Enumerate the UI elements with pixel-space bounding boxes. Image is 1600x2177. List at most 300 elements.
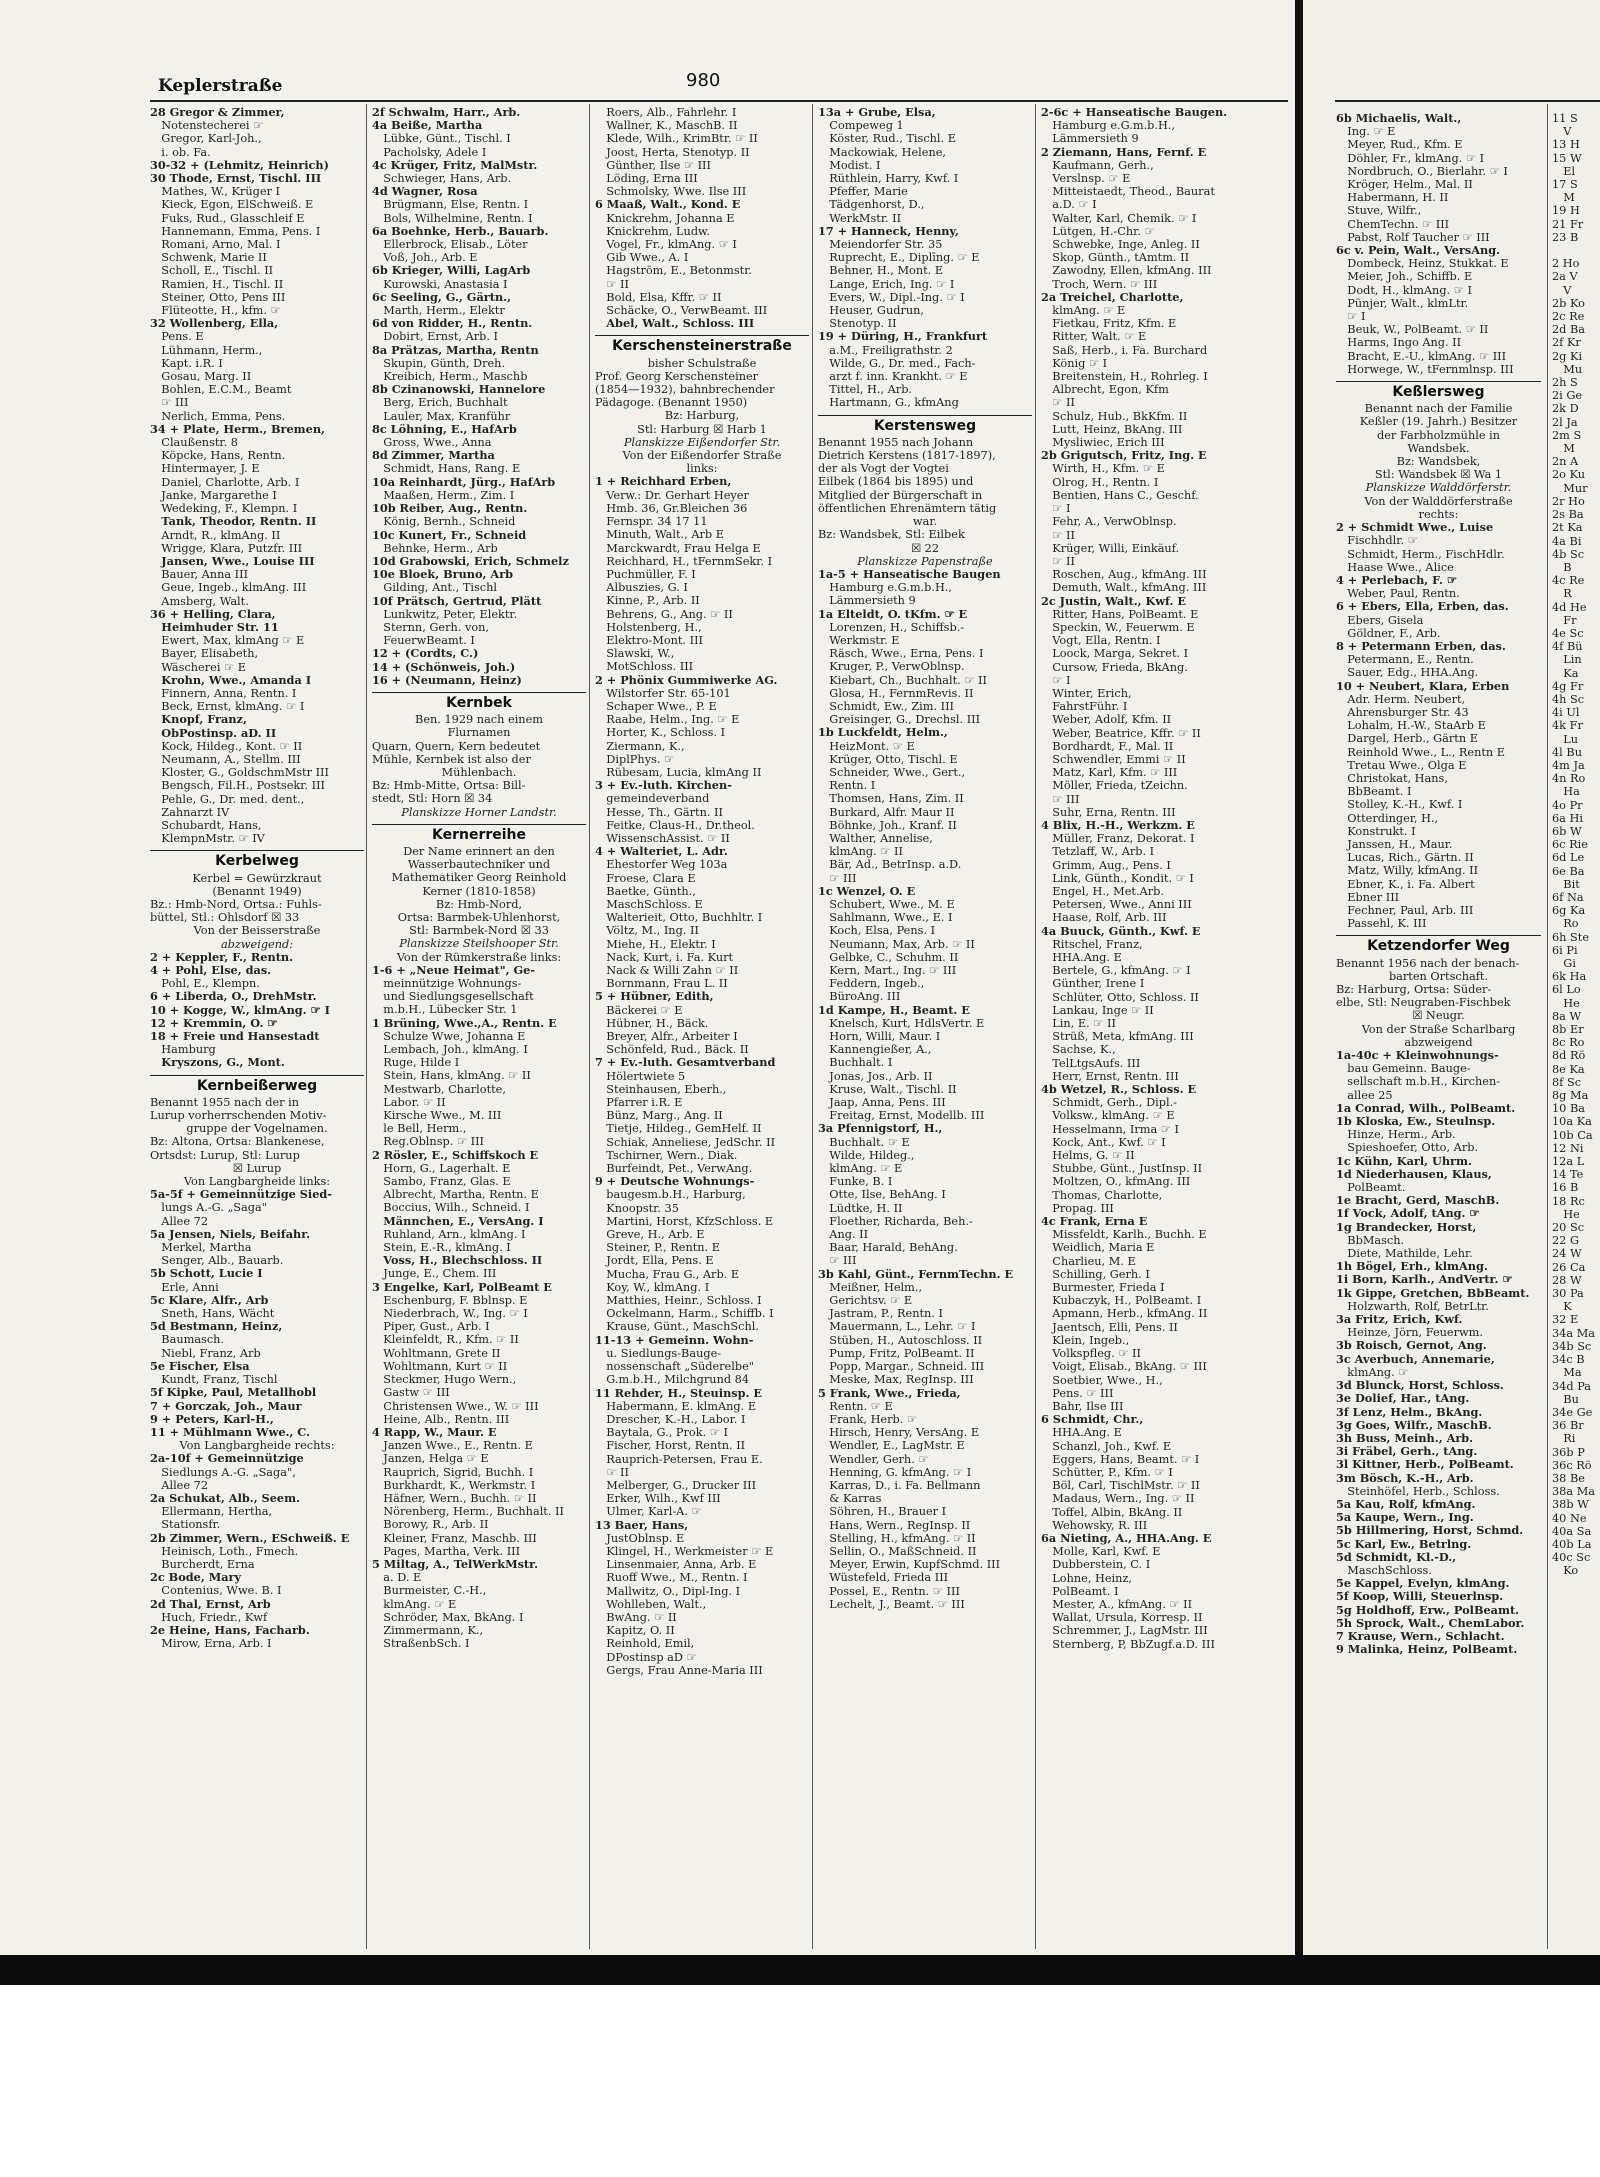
directory-entry: Kirsche Wwe., M. III bbox=[372, 1109, 502, 1123]
directory-entry: Walter, Karl, Chemik. ☞ I bbox=[1041, 211, 1197, 225]
directory-entry: Huch, Friedr., Kwf bbox=[150, 1610, 268, 1624]
directory-entry: ☞ II bbox=[595, 277, 629, 291]
directory-entry: Reinhold Wwe., L., Rentn E bbox=[1336, 745, 1506, 759]
directory-entry: Jonas, Jos., Arb. II bbox=[818, 1069, 933, 1083]
street-note: der Farbholzmühle in bbox=[1376, 428, 1501, 442]
cut-entry: 6l Lo bbox=[1552, 983, 1581, 997]
directory-entry: Gastw ☞ III bbox=[372, 1386, 450, 1400]
directory-entry: Matz, Willy, kfmAng. II bbox=[1336, 864, 1479, 878]
directory-entry: FeuerwBeamt. I bbox=[372, 634, 475, 648]
directory-entry: 1e Bracht, Gerd, MaschB. bbox=[1336, 1194, 1500, 1208]
right-page-column bbox=[1336, 112, 1541, 1656]
directory-entry: 1a Conrad, Wilh., PolBeamt. bbox=[1336, 1101, 1516, 1115]
cut-entry: 2 Ho bbox=[1552, 257, 1580, 271]
cut-entry: 14 Te bbox=[1552, 1168, 1584, 1182]
directory-entry: 6a Boehnke, Herb., Bauarb. bbox=[372, 224, 549, 238]
directory-entry: Suhr, Erna, Rentn. III bbox=[1041, 805, 1176, 819]
directory-entry: Ulmer, Karl-A. ☞ bbox=[595, 1505, 702, 1519]
directory-entry: Grimm, Aug., Pens. I bbox=[1041, 858, 1171, 872]
directory-entry: Göldner, F., Arb. bbox=[1336, 626, 1441, 640]
directory-entry: Bahr, Ilse III bbox=[1041, 1399, 1124, 1413]
directory-entry: Labor. ☞ II bbox=[372, 1095, 446, 1109]
directory-entry: Matz, Karl, Kfm. ☞ III bbox=[1041, 766, 1178, 780]
street-note: abzweigend: bbox=[220, 937, 294, 951]
cut-entry: 10a Ka bbox=[1552, 1115, 1592, 1129]
directory-entry: ☞ I bbox=[1041, 673, 1071, 687]
directory-entry: Baetke, Günth., bbox=[595, 884, 696, 898]
directory-entry: Mallwitz, O., Dipl-Ing. I bbox=[595, 1584, 741, 1598]
directory-entry: Horn, G., Lagerhalt. E bbox=[372, 1161, 511, 1175]
directory-entry: Schwieger, Hans, Arb. bbox=[372, 172, 512, 186]
directory-entry: Abel, Walt., Schloss. III bbox=[595, 317, 755, 331]
directory-entry: Ruprecht, E., Diplīng. ☞ E bbox=[818, 251, 980, 265]
directory-entry: 1 Brüning, Wwe.,A., Rentn. E bbox=[372, 1016, 557, 1030]
directory-entry: Wohlleben, Walt., bbox=[595, 1597, 707, 1611]
cut-entry: 6d Le bbox=[1552, 851, 1585, 865]
directory-entry: Pacholsky, Adele I bbox=[372, 145, 487, 159]
directory-entry: Stolley, K.-H., Kwf. I bbox=[1336, 798, 1463, 812]
directory-entry: Eggers, Hans, Beamt. ☞ I bbox=[1041, 1452, 1200, 1466]
directory-entry: Ellerbrock, Elisab., Löter bbox=[372, 238, 528, 252]
street-note: Von der Eißendorfer Straße bbox=[622, 449, 782, 463]
directory-entry: m.b.H., Lübecker Str. 1 bbox=[372, 1003, 518, 1017]
street-note: Von Langbargheide rechts: bbox=[179, 1439, 335, 1453]
directory-entry: Kapitz, O. II bbox=[595, 1624, 675, 1638]
directory-entry: DPostinsp aD ☞ bbox=[595, 1650, 697, 1664]
directory-entry: Schneider, Wwe., Gert., bbox=[818, 765, 966, 779]
directory-entry: 1k Gippe, Gretchen, BbBeamt. bbox=[1336, 1286, 1530, 1300]
street-note: Benannt nach der Familie bbox=[1364, 402, 1513, 416]
directory-entry: Lembach, Joh., klmAng. I bbox=[372, 1043, 528, 1057]
directory-entry: 8a Prätzas, Martha, Rentn bbox=[372, 343, 539, 357]
directory-entry: Pens. E bbox=[150, 330, 204, 344]
directory-entry: 3c Averbuch, Annemarie, bbox=[1336, 1352, 1495, 1366]
directory-entry: allee 25 bbox=[1336, 1088, 1393, 1102]
directory-entry: HHA.Ang. E bbox=[1041, 951, 1122, 964]
directory-entry: 30-32 + (Lehmitz, Heinrich) bbox=[150, 158, 329, 172]
directory-entry: Walther, Annelise, bbox=[818, 831, 933, 845]
cut-entry: 4c Re bbox=[1552, 574, 1585, 588]
directory-entry: 1b Kloska, Ew., Steulnsp. bbox=[1336, 1115, 1496, 1129]
directory-entry: 10 + Kogge, W., klmAng. ☞ I bbox=[150, 1003, 330, 1017]
directory-entry: 1d Kampe, H., Beamt. E bbox=[818, 1003, 970, 1017]
directory-entry: Krohn, Wwe., Amanda I bbox=[150, 673, 311, 687]
directory-entry: Puchmüller, F. I bbox=[595, 567, 696, 581]
directory-entry: 4 Rapp, W., Maur. E bbox=[372, 1425, 497, 1439]
directory-entry: Fuks, Rud., Glasschleif E bbox=[150, 211, 305, 225]
street-heading: Kerschensteinerstraße bbox=[595, 335, 809, 353]
directory-entry: Zahnarzt IV bbox=[150, 805, 230, 819]
directory-entry: 3d Blunck, Horst, Schloss. bbox=[1336, 1379, 1504, 1393]
directory-entry: 34 + Plate, Herm., Bremen, bbox=[150, 422, 325, 436]
cut-entry: Ma bbox=[1552, 1366, 1582, 1380]
street-note: Von der Beisserstraße bbox=[193, 924, 321, 938]
directory-entry: 2d Thal, Ernst, Arb bbox=[150, 1597, 271, 1611]
directory-entry: Christensen Wwe., W. ☞ III bbox=[372, 1399, 539, 1413]
street-note: Von Langbargheide links: bbox=[183, 1175, 331, 1189]
directory-entry: Schmidt, Gerh., Dipl.- bbox=[1041, 1096, 1177, 1110]
directory-entry: 4 + Perlebach, F. ☞ bbox=[1336, 573, 1458, 587]
street-note: Bz: Hmb-Nord, bbox=[435, 897, 523, 911]
directory-entry: 28 Gregor & Zimmer, bbox=[150, 106, 285, 119]
directory-entry: Claußenstr. 8 bbox=[150, 436, 238, 450]
street-note: Keßler (19. Jahrh.) Besitzer bbox=[1359, 415, 1518, 429]
directory-entry: Bols, Wilhelmine, Rentn. I bbox=[372, 211, 533, 225]
directory-entry: Feddern, Ingeb., bbox=[818, 977, 925, 991]
street-note: ☒ Neugr. bbox=[1412, 1009, 1465, 1023]
directory-entry: Wehowsky, R. III bbox=[1041, 1518, 1148, 1532]
column-divider bbox=[589, 104, 590, 1949]
cut-entry: 34d Pa bbox=[1552, 1379, 1592, 1393]
directory-entry: Heimhuder Str. 11 bbox=[150, 620, 279, 634]
directory-entry: MaschSchloss. bbox=[1336, 1563, 1432, 1577]
scan-bottom-edge bbox=[0, 1955, 1600, 1985]
street-note: Wasserbautechniker und bbox=[407, 858, 551, 872]
directory-entry: Knopf, Franz, bbox=[150, 713, 247, 727]
directory-entry: Kloster, G., GoldschmMstr III bbox=[150, 766, 329, 780]
street-note: rechts: bbox=[1418, 507, 1459, 521]
directory-entry: 6 Schmidt, Chr., bbox=[1041, 1413, 1144, 1427]
directory-entry: 3i Fräbel, Gerh., tAng. bbox=[1336, 1445, 1478, 1459]
directory-entry: ☞ III bbox=[818, 1254, 857, 1268]
directory-entry: TelLtgsAufs. III bbox=[1041, 1056, 1141, 1070]
directory-entry: Pünjer, Walt., klmLtr. bbox=[1336, 296, 1469, 310]
directory-entry: Löding, Erna III bbox=[595, 172, 698, 186]
street-note: barten Ortschaft. bbox=[1388, 969, 1489, 983]
street-heading: Kerbelweg bbox=[150, 850, 364, 868]
column-divider bbox=[812, 104, 813, 1949]
directory-entry: Horter, K., Schloss. I bbox=[595, 726, 726, 740]
directory-entry: Ruge, Hilde I bbox=[372, 1056, 460, 1070]
directory-entry: Köster, Rud., Tischl. E bbox=[818, 132, 956, 146]
cut-entry: 20 Sc bbox=[1552, 1221, 1585, 1235]
directory-entry: Pädagoge. (Benannt 1950) bbox=[595, 396, 748, 410]
directory-entry: Koy, W., klmAng. I bbox=[595, 1280, 710, 1294]
directory-entry: Knelsch, Kurt, HdlsVertr. E bbox=[818, 1016, 985, 1030]
directory-entry: Reichhard, H., tFernmSekr. I bbox=[595, 554, 773, 568]
directory-entry: Kreibich, Herm., Maschb bbox=[372, 370, 528, 384]
directory-entry: Soetbier, Wwe., H., bbox=[1041, 1373, 1163, 1387]
directory-entry: 10e Bloek, Bruno, Arb bbox=[372, 568, 514, 582]
directory-entry: Freitag, Ernst, Modellb. III bbox=[818, 1109, 985, 1123]
directory-entry: Bohlen, E.C.M., Beamt bbox=[150, 383, 292, 397]
directory-entry: Haase Wwe., Alice bbox=[1336, 560, 1454, 574]
directory-entry: ☞ I bbox=[1041, 502, 1071, 516]
directory-entry: 11 + Mühlmann Wwe., C. bbox=[150, 1425, 311, 1439]
directory-entry: ☞ III bbox=[150, 396, 189, 410]
directory-entry: Pohl, E., Klempn. bbox=[150, 977, 260, 991]
street-note: Planskizze Eißendorfer Str. bbox=[623, 435, 781, 449]
directory-entry: Otterdinger, H., bbox=[1336, 811, 1439, 825]
cut-entry: 10 Ba bbox=[1552, 1102, 1586, 1116]
directory-entry: 4c Frank, Erna E bbox=[1041, 1215, 1148, 1229]
directory-entry: 4a Buuck, Günth., Kwf. E bbox=[1041, 924, 1201, 938]
directory-entry: 1b Luckfeldt, Helm., bbox=[818, 726, 948, 740]
directory-entry: 6 + Ebers, Ella, Erben, das. bbox=[1336, 600, 1509, 614]
directory-entry: Steckmer, Hugo Wern., bbox=[372, 1373, 517, 1387]
directory-entry: a. D. E bbox=[372, 1571, 422, 1585]
street-note: (Benannt 1949) bbox=[212, 884, 302, 898]
column-divider bbox=[366, 104, 367, 1949]
directory-entry: Böhnke, Joh., Kranf. II bbox=[818, 818, 957, 832]
directory-entry: Schubardt, Hans, bbox=[150, 818, 262, 832]
directory-entry: Schulz, Hub., BkKfm. II bbox=[1041, 409, 1188, 423]
directory-entry: Moltzen, O., kfmAng. III bbox=[1041, 1175, 1191, 1189]
directory-entry: Hinze, Herm., Arb. bbox=[1336, 1128, 1456, 1142]
directory-entry: öffentlichen Ehrenämtern tätig bbox=[818, 501, 997, 515]
cut-entry bbox=[1552, 244, 1600, 257]
directory-entry: KlempnMstr. ☞ IV bbox=[150, 832, 265, 846]
directory-entry: Bäckerei ☞ E bbox=[595, 1003, 683, 1017]
cut-entry: 34b Sc bbox=[1552, 1339, 1592, 1353]
directory-entry: Linsenmaier, Anna, Arb. E bbox=[595, 1558, 757, 1572]
cut-entry: V bbox=[1552, 125, 1572, 139]
directory-entry: 11-13 + Gemeinn. Wohn- bbox=[595, 1333, 754, 1347]
directory-entry: Stubbe, Günt., JustInsp. II bbox=[1041, 1162, 1203, 1176]
directory-entry: 4b Wetzel, R., Schloss. E bbox=[1041, 1083, 1197, 1097]
directory-entry: Mucha, Frau G., Arb. E bbox=[595, 1267, 740, 1281]
directory-entry: Benannt 1955 nach der in bbox=[150, 1095, 300, 1109]
directory-entry: ☞ II bbox=[1041, 554, 1075, 568]
directory-entry: stedt, Stl: Horn ☒ 34 bbox=[372, 792, 493, 806]
directory-entry: Stelling, H., kfmAng. ☞ II bbox=[818, 1531, 976, 1545]
directory-entry: Schwenk, Marie II bbox=[150, 251, 267, 265]
directory-entry: Floether, Richarda, Beh.- bbox=[818, 1214, 973, 1228]
directory-entry: Hesselmann, Irma ☞ I bbox=[1041, 1122, 1179, 1136]
directory-entry: Wilde, G., Dr. med., Fach- bbox=[818, 356, 976, 370]
directory-entry: Toffel, Albin, BkAng. II bbox=[1041, 1505, 1183, 1519]
directory-entry: 1d Niederhausen, Klaus, bbox=[1336, 1167, 1492, 1181]
directory-entry: Baytala, G., Prok. ☞ I bbox=[595, 1426, 728, 1440]
directory-entry: Koch, Elsa, Pens. I bbox=[818, 924, 936, 938]
directory-entry: Christokat, Hans, bbox=[1336, 771, 1448, 785]
directory-entry: Kubaczyk, H., PolBeamt. I bbox=[1041, 1294, 1202, 1308]
directory-entry: Allee 72 bbox=[150, 1214, 209, 1228]
directory-entry: 3b Kahl, Günt., FernmTechn. E bbox=[818, 1267, 1014, 1281]
directory-entry: Stein, Hans, klmAng. ☞ II bbox=[372, 1069, 531, 1083]
cut-entry: 40 Ne bbox=[1552, 1511, 1587, 1525]
cut-entry: R bbox=[1552, 587, 1572, 601]
cut-entry: 23 B bbox=[1552, 230, 1579, 244]
directory-entry: Lucas, Rich., Gärtn. II bbox=[1336, 851, 1474, 865]
directory-entry: König, Bernh., Schneid bbox=[372, 515, 516, 529]
cut-entry: 2n A bbox=[1552, 455, 1579, 469]
directory-entry: baugesm.b.H., Harburg, bbox=[595, 1188, 746, 1202]
cut-entry: Mur bbox=[1552, 481, 1588, 495]
directory-entry: Schäcke, O., VerwBeamt. III bbox=[595, 304, 768, 318]
directory-entry: Evers, W., Dipl.-Ing. ☞ I bbox=[818, 290, 965, 304]
running-head: Keplerstraße bbox=[158, 76, 283, 96]
directory-entry: 5a Kau, Rolf, kfmAng. bbox=[1336, 1497, 1476, 1511]
cut-entry: 6k Ha bbox=[1552, 970, 1587, 984]
directory-entry: Hagström, E., Betonmstr. bbox=[595, 264, 752, 278]
street-note: Bz: Harburg, bbox=[664, 409, 740, 423]
directory-entry: Voigt, Elisab., BkAng. ☞ III bbox=[1041, 1360, 1207, 1374]
directory-entry: ChemTechn. ☞ III bbox=[1336, 217, 1450, 231]
directory-entry: 5b Schott, Lucie I bbox=[150, 1267, 263, 1281]
directory-entry: Klein, Ingeb., bbox=[1041, 1333, 1130, 1347]
directory-entry: Verslnsp. ☞ E bbox=[1041, 172, 1131, 186]
directory-entry: Lämmersieth 9 bbox=[818, 594, 916, 608]
directory-entry: Lutt, Heinz, BkAng. III bbox=[1041, 422, 1183, 436]
directory-entry: Schmolsky, Wwe. Ilse III bbox=[595, 185, 747, 199]
directory-entry: Ahrensburger Str. 43 bbox=[1336, 705, 1469, 719]
column-divider bbox=[1035, 104, 1036, 1949]
directory-entry: Prof. Georg Kerschensteiner bbox=[595, 369, 759, 383]
directory-entry: Burfeindt, Pet., VerwAng. bbox=[595, 1162, 753, 1176]
directory-entry: Stüben, H., Autoschloss. II bbox=[818, 1333, 983, 1347]
directory-entry: Meyer, Rud., Kfm. E bbox=[1336, 138, 1463, 152]
directory-entry: Wallner, K., MaschB. II bbox=[595, 119, 738, 133]
directory-entry: Joost, Herta, Stenotyp. II bbox=[595, 145, 750, 159]
directory-entry: Hamburg e.G.m.b.H., bbox=[818, 581, 952, 595]
directory-entry: 5b Hillmering, Horst, Schmd. bbox=[1336, 1524, 1524, 1538]
cut-entry: 40b La bbox=[1552, 1537, 1592, 1551]
directory-entry: Meißner, Helm., bbox=[818, 1280, 923, 1294]
street-note: Von der Walddörferstraße bbox=[1364, 494, 1513, 508]
directory-entry: 1f Vock, Adolf, tAng. ☞ bbox=[1336, 1207, 1480, 1221]
directory-entry: Thomsen, Hans, Zim. II bbox=[818, 792, 964, 806]
directory-entry: HHA.Ang. E bbox=[1041, 1426, 1122, 1440]
directory-entry: Voß, Joh., Arb. E bbox=[372, 251, 478, 265]
directory-entry: Amsberg, Walt. bbox=[150, 594, 249, 608]
directory-entry: Lechelt, J., Beamt. ☞ III bbox=[818, 1597, 965, 1611]
directory-entry: 1a-40c + Kleinwohnungs- bbox=[1336, 1049, 1499, 1063]
directory-entry: Kurowski, Anastasia I bbox=[372, 277, 508, 291]
directory-entry: Baar, Harald, BehAng. bbox=[818, 1241, 958, 1255]
cut-entry: V bbox=[1552, 283, 1572, 297]
directory-entry: Janssen, H., Maur. bbox=[1336, 837, 1453, 851]
directory-entry: Herr, Ernst, Rentn. III bbox=[1041, 1069, 1179, 1083]
directory-entry: 4 Blix, H.-H., Werkzm. E bbox=[1041, 818, 1195, 832]
directory-entry: Nack & Willi Zahn ☞ II bbox=[595, 964, 739, 977]
directory-entry: Wäscherei ☞ E bbox=[150, 660, 247, 674]
directory-entry: Gilding, Ant., Tischl bbox=[372, 581, 497, 595]
cut-entry: 6f Na bbox=[1552, 890, 1584, 904]
directory-entry: Lämmersieth 9 bbox=[1041, 132, 1139, 146]
directory-entry: DiplPhys. ☞ bbox=[595, 752, 675, 766]
directory-entry: Skupin, Günth, Dreh. bbox=[372, 356, 506, 370]
cut-entry: 2s Ba bbox=[1552, 508, 1584, 522]
directory-entry: Nordbruch, O., Bierlahr. ☞ I bbox=[1336, 164, 1508, 178]
directory-entry: Karras, D., i. Fa. Bellmann bbox=[818, 1478, 981, 1492]
directory-entry: Holzwarth, Rolf, BetrLtr. bbox=[1336, 1299, 1489, 1313]
directory-entry: Söhren, H., Brauer I bbox=[818, 1505, 947, 1519]
directory-entry: Ramien, H., Tischl. II bbox=[150, 277, 284, 291]
directory-entry: büttel, Stl.: Ohlsdorf ☒ 33 bbox=[150, 911, 300, 925]
directory-entry: Ang. II bbox=[818, 1228, 869, 1242]
book-gutter bbox=[1295, 0, 1303, 1985]
directory-entry: Lohalm, H.-W., StaArb E bbox=[1336, 719, 1486, 733]
right-column-divider bbox=[1547, 104, 1548, 1949]
street-note: Stl: Harburg ☒ Harb 1 bbox=[637, 422, 767, 436]
cut-entry: 2g Ki bbox=[1552, 349, 1583, 363]
cut-entry: He bbox=[1552, 996, 1580, 1010]
directory-column-5 bbox=[1041, 106, 1261, 1651]
directory-entry: Lühmann, Herm., bbox=[150, 343, 263, 357]
directory-entry: Burmeister, C.-H., bbox=[372, 1584, 487, 1598]
street-note: Der Name erinnert an den bbox=[403, 844, 555, 858]
street-note: Von der Rümkerstraße links: bbox=[396, 950, 562, 964]
directory-entry: Voss, H., Blechschloss. II bbox=[372, 1254, 543, 1268]
street-note: Wandsbek. bbox=[1407, 441, 1470, 455]
directory-entry: Modist. I bbox=[818, 158, 881, 172]
directory-entry: nossenschaft „Süderelbe" bbox=[595, 1360, 754, 1374]
directory-entry: Meier, Joh., Schiffb. E bbox=[1336, 270, 1473, 284]
directory-entry: Buchhalt. I bbox=[818, 1056, 893, 1070]
cut-entry: 32 E bbox=[1552, 1313, 1579, 1327]
directory-entry: Gelbke, C., Schuhm. II bbox=[818, 950, 959, 964]
street-note: ☒ 22 bbox=[910, 541, 940, 555]
directory-entry: Konstrukt. I bbox=[1336, 824, 1416, 838]
directory-entry: Glosa, H., FernmRevis. II bbox=[818, 686, 974, 700]
cut-entry: 2a V bbox=[1552, 270, 1578, 284]
directory-entry: 2 Rösler, E., Schiffskoch E bbox=[372, 1148, 539, 1162]
directory-entry: Passehl, K. III bbox=[1336, 917, 1427, 931]
directory-entry: Bz: Altona, Ortsa: Blankenese, bbox=[150, 1135, 325, 1149]
cut-entry: 24 W bbox=[1552, 1247, 1582, 1261]
directory-entry: Scholl, E., Tischl. II bbox=[150, 264, 274, 278]
directory-entry: Ebner, K., i. Fa. Albert bbox=[1336, 877, 1475, 891]
directory-entry: 17 + Hanneck, Henny, bbox=[818, 224, 959, 238]
directory-entry: Knickrehm, Johanna E bbox=[595, 211, 735, 225]
directory-entry: Volksw., klmAng. ☞ E bbox=[1041, 1109, 1175, 1123]
directory-entry: Schiak, Anneliese, JedSchr. II bbox=[595, 1135, 776, 1149]
directory-entry: 2f Schwalm, Harr., Arb. bbox=[372, 106, 521, 119]
street-note: Planskizze Walddörferstr. bbox=[1365, 481, 1512, 495]
directory-entry: Schlüter, Otto, Schloss. II bbox=[1041, 990, 1199, 1004]
directory-entry: Steiner, Otto, Pens III bbox=[150, 290, 286, 304]
directory-column-4 bbox=[818, 106, 1032, 1611]
directory-entry: 10f Prätsch, Gertrud, Plätt bbox=[372, 594, 542, 608]
directory-entry: 8c Löhning, E., HafArb bbox=[372, 422, 517, 436]
directory-entry: Janke, Margarethe I bbox=[150, 488, 277, 502]
cut-entry: 12 Ni bbox=[1552, 1141, 1584, 1155]
directory-entry: Matthies, Heinr., Schloss. I bbox=[595, 1294, 762, 1308]
directory-entry: 1a-5 + Hanseatische Baugen bbox=[818, 567, 1001, 581]
cut-entry: 40c Sc bbox=[1552, 1551, 1591, 1565]
directory-entry: Melberger, G., Drucker III bbox=[595, 1478, 757, 1492]
directory-entry: Habermann, E. klmAng. E bbox=[595, 1399, 757, 1413]
directory-entry: Roers, Alb., Fahrlehr. I bbox=[595, 106, 737, 119]
directory-entry: Fernspr. 34 17 11 bbox=[595, 515, 708, 529]
directory-entry: 12 + Kremmin, O. ☞ bbox=[150, 1016, 278, 1030]
directory-entry: Kryszons, G., Mont. bbox=[150, 1056, 285, 1070]
directory-entry: Quarn, Quern, Kern bedeutet bbox=[372, 739, 541, 753]
directory-entry: der als Vogt der Vogtei bbox=[818, 462, 949, 476]
directory-entry: 2e Heine, Hans, Facharb. bbox=[150, 1623, 310, 1637]
directory-entry: Petermann, E., Rentn. bbox=[1336, 653, 1474, 667]
cut-entry: 2b Ko bbox=[1552, 296, 1585, 310]
directory-entry: Propag. III bbox=[1041, 1201, 1114, 1215]
directory-entry: Hannemann, Emma, Pens. I bbox=[150, 224, 321, 238]
directory-entry: 5 Frank, Wwe., Frieda, bbox=[818, 1386, 961, 1400]
directory-entry: 10c Kunert, Fr., Schneid bbox=[372, 528, 527, 542]
directory-entry: Schubert, Wwe., M. E bbox=[818, 897, 955, 911]
directory-entry: Schwebke, Inge, Anleg. II bbox=[1041, 238, 1200, 252]
directory-entry: Völtz, M., Ing. II bbox=[595, 924, 699, 938]
directory-entry: ☞ III bbox=[1041, 792, 1080, 806]
directory-entry: Frank, Herb. ☞ bbox=[818, 1412, 918, 1426]
directory-entry: Hartmann, G., kfmAng bbox=[818, 396, 959, 410]
directory-entry: Junge, E., Chem. III bbox=[372, 1267, 497, 1281]
directory-entry: (1854—1932), bahnbrechender bbox=[595, 383, 775, 397]
directory-entry: Burkard, Alfr. Maur II bbox=[818, 805, 955, 819]
directory-entry: König ☞ I bbox=[1041, 356, 1108, 370]
directory-entry: 16 + (Neumann, Heinz) bbox=[372, 673, 522, 687]
directory-entry: Rentn. ☞ E bbox=[818, 1399, 893, 1413]
directory-entry: HeizMont. ☞ E bbox=[818, 739, 915, 753]
